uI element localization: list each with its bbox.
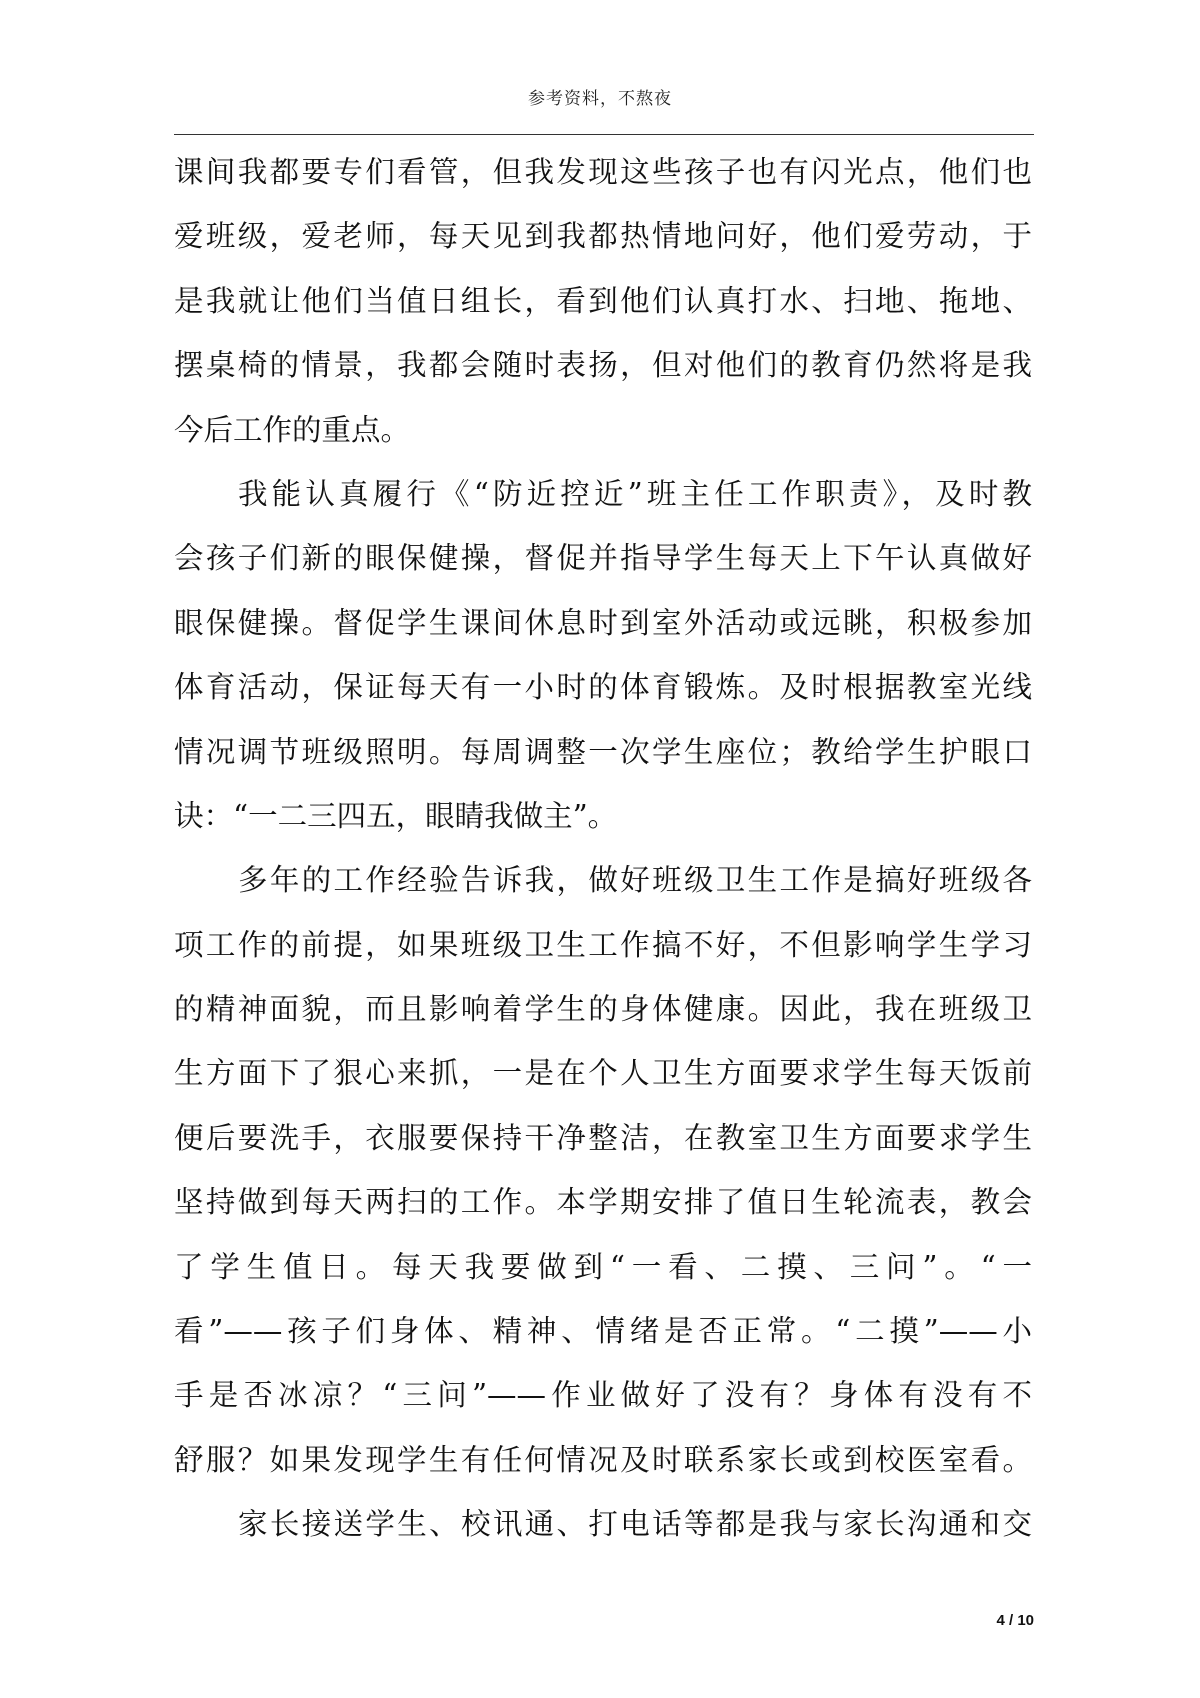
text-line: 手是否冰凉？“三问”——作业做好了没有？身体有没有不 [174,1378,1032,1413]
text-line: 诀：“一二三四五，眼睛我做主”。 [174,798,618,833]
text-line: 家长接送学生、校讯通、打电话等都是我与家长沟通和交 [238,1507,1032,1542]
text-line: 爱班级，爱老师，每天见到我都热情地问好，他们爱劳动，于 [174,219,1032,254]
text-line: 我能认真履行《“防近控近”班主任工作职责》，及时教 [238,476,1032,511]
text-line: 便后要洗手，衣服要保持干净整洁，在教室卫生方面要求学生 [174,1120,1032,1155]
text-line: 坚持做到每天两扫的工作。本学期安排了值日生轮流表，教会 [174,1185,1032,1220]
text-line: 体育活动，保证每天有一小时的体育锻炼。及时根据教室光线 [174,670,1032,705]
text-line: 了学生值日。每天我要做到“一看、二摸、三问”。“一 [174,1249,1032,1284]
page-number: 4 / 10 [996,1612,1034,1629]
text-line: 眼保健操。督促学生课间休息时到室外活动或远眺，积极参加 [174,605,1032,640]
text-line: 情况调节班级照明。每周调整一次学生座位；教给学生护眼口 [174,734,1032,769]
text-line: 生方面下了狠心来抓，一是在个人卫生方面要求学生每天饭前 [174,1056,1032,1091]
text-line: 的精神面貌，而且影响着学生的身体健康。因此，我在班级卫 [174,992,1032,1027]
text-line: 是我就让他们当值日组长，看到他们认真打水、扫地、拖地、 [174,283,1032,318]
header-divider [174,134,1034,135]
text-line: 看”——孩子们身体、精神、情绪是否正常。“二摸”——小 [174,1314,1032,1349]
text-line: 今后工作的重点。 [174,412,411,447]
text-line: 项工作的前提，如果班级卫生工作搞不好，不但影响学生学习 [174,927,1032,962]
text-line: 会孩子们新的眼保健操，督促并指导学生每天上下午认真做好 [174,541,1032,576]
text-line: 课间我都要专们看管，但我发现这些孩子也有闪光点，他们也 [174,155,1032,189]
text-line: 多年的工作经验告诉我，做好班级卫生工作是搞好班级各 [238,863,1032,898]
text-line: 舒服？如果发现学生有任何情况及时联系家长或到校医室看。 [174,1442,1032,1477]
document-body [174,140,1032,1557]
text-line: 摆桌椅的情景，我都会随时表扬，但对他们的教育仍然将是我 [174,348,1032,383]
page-header: 参考资料，不熬夜 [528,89,672,109]
